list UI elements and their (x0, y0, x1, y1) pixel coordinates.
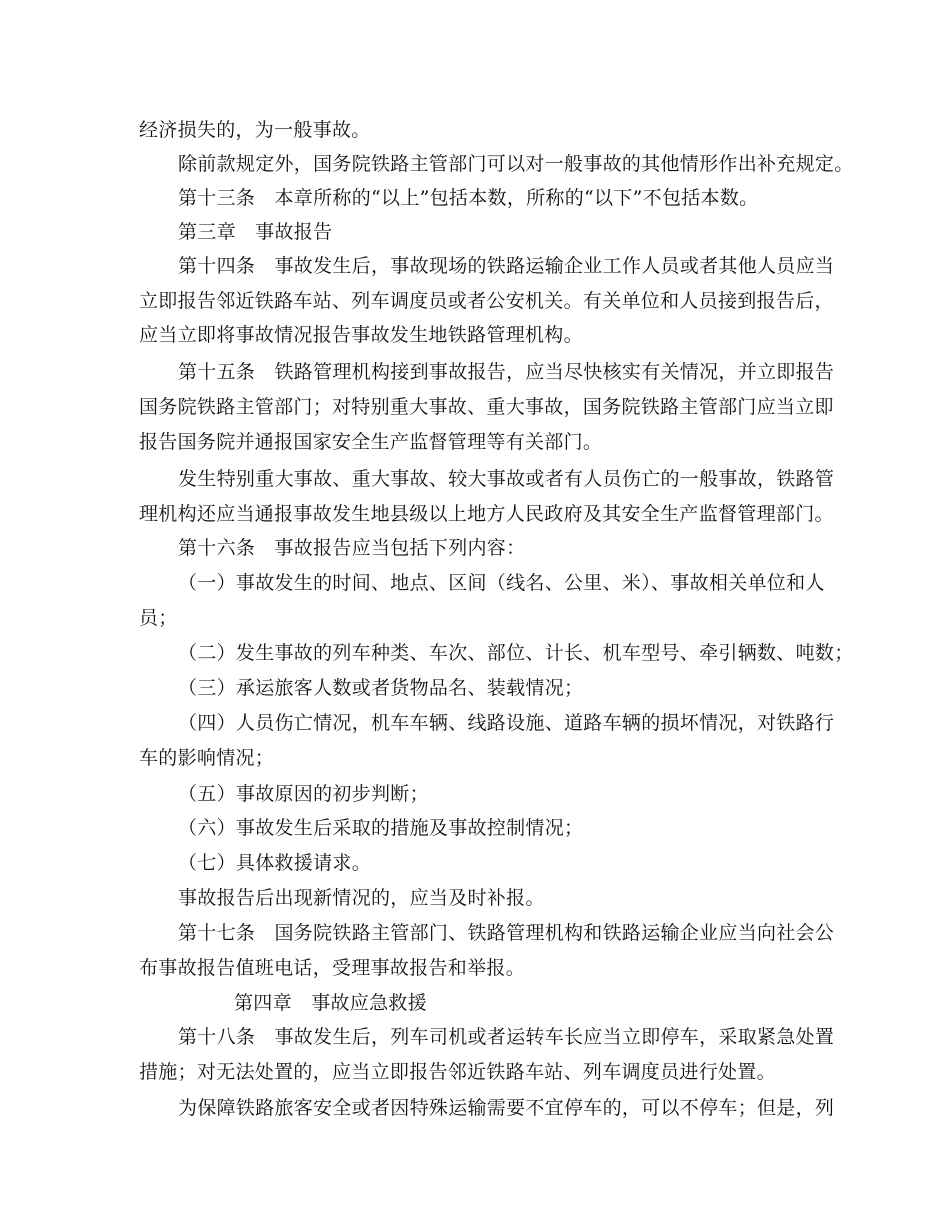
article-heading-line: 第十六条 事故报告应当包括下列内容： (178, 537, 526, 559)
paragraph-line: 为保障铁路旅客安全或者因特殊运输需要不宜停车的，可以不停车；但是，列 (178, 1097, 835, 1119)
body-text-line: 员； (139, 607, 178, 629)
body-text-line: 措施；对无法处置的，应当立即报告邻近铁路车站、列车调度员进行处置。 (139, 1061, 776, 1083)
list-item-line: （五）事故原因的初步判断； (178, 783, 429, 805)
body-text-line: 立即报告邻近铁路车站、列车调度员或者公安机关。有关单位和人员接到报告后， (139, 290, 834, 312)
list-item-line: （三）承运旅客人数或者货物品名、装载情况； (178, 677, 584, 699)
paragraph-line: 发生特别重大事故、重大事故、较大事故或者有人员伤亡的一般事故，铁路管 (178, 468, 835, 490)
list-item-line: （一）事故发生的时间、地点、区间（线名、公里、米）、事故相关单位和人 (178, 572, 825, 594)
body-text-line: 理机构还应当通报事故发生地县级以上地方人民政府及其安全生产监督管理部门。 (139, 503, 834, 525)
body-text-line: 经济损失的，为一般事故。 (139, 119, 371, 141)
article-heading-line: 第十三条 本章所称的“以上”包括本数，所称的“以下”不包括本数。 (178, 187, 759, 209)
paragraph-line: 除前款规定外，国务院铁路主管部门可以对一般事故的其他情形作出补充规定。 (178, 153, 854, 175)
list-item-line: （七）具体救援请求。 (178, 852, 372, 874)
chapter-heading: 第三章 事故报告 (178, 221, 333, 243)
article-heading-line: 第十四条 事故发生后，事故现场的铁路运输企业工作人员或者其他人员应当 (178, 255, 835, 277)
body-text-line: 布事故报告值班电话，受理事故报告和举报。 (139, 957, 526, 979)
list-item-line: （六）事故发生后采取的措施及事故控制情况； (178, 817, 584, 839)
article-heading-line: 第十八条 事故发生后，列车司机或者运转车长应当立即停车，采取紧急处置 (178, 1026, 835, 1048)
article-heading-line: 第十五条 铁路管理机构接到事故报告，应当尽快核实有关情况，并立即报告 (178, 361, 835, 383)
list-item-line: （二）发生事故的列车种类、车次、部位、计长、机车型号、牵引辆数、吨数； (178, 642, 854, 664)
body-text-line: 车的影响情况； (139, 747, 275, 769)
paragraph-line: 事故报告后出现新情况的，应当及时补报。 (178, 887, 545, 909)
body-text-line: 国务院铁路主管部门；对特别重大事故、重大事故，国务院铁路主管部门应当立即 (139, 396, 834, 418)
chapter-heading: 第四章 事故应急救援 (234, 992, 428, 1014)
body-text-line: 报告国务院并通报国家安全生产监督管理等有关部门。 (139, 431, 603, 453)
list-item-line: （四）人员伤亡情况，机车车辆、线路设施、道路车辆的损坏情况，对铁路行 (178, 712, 835, 734)
article-heading-line: 第十七条 国务院铁路主管部门、铁路管理机构和铁路运输企业应当向社会公 (178, 922, 835, 944)
body-text-line: 应当立即将事故情况报告事故发生地铁路管理机构。 (139, 324, 583, 346)
